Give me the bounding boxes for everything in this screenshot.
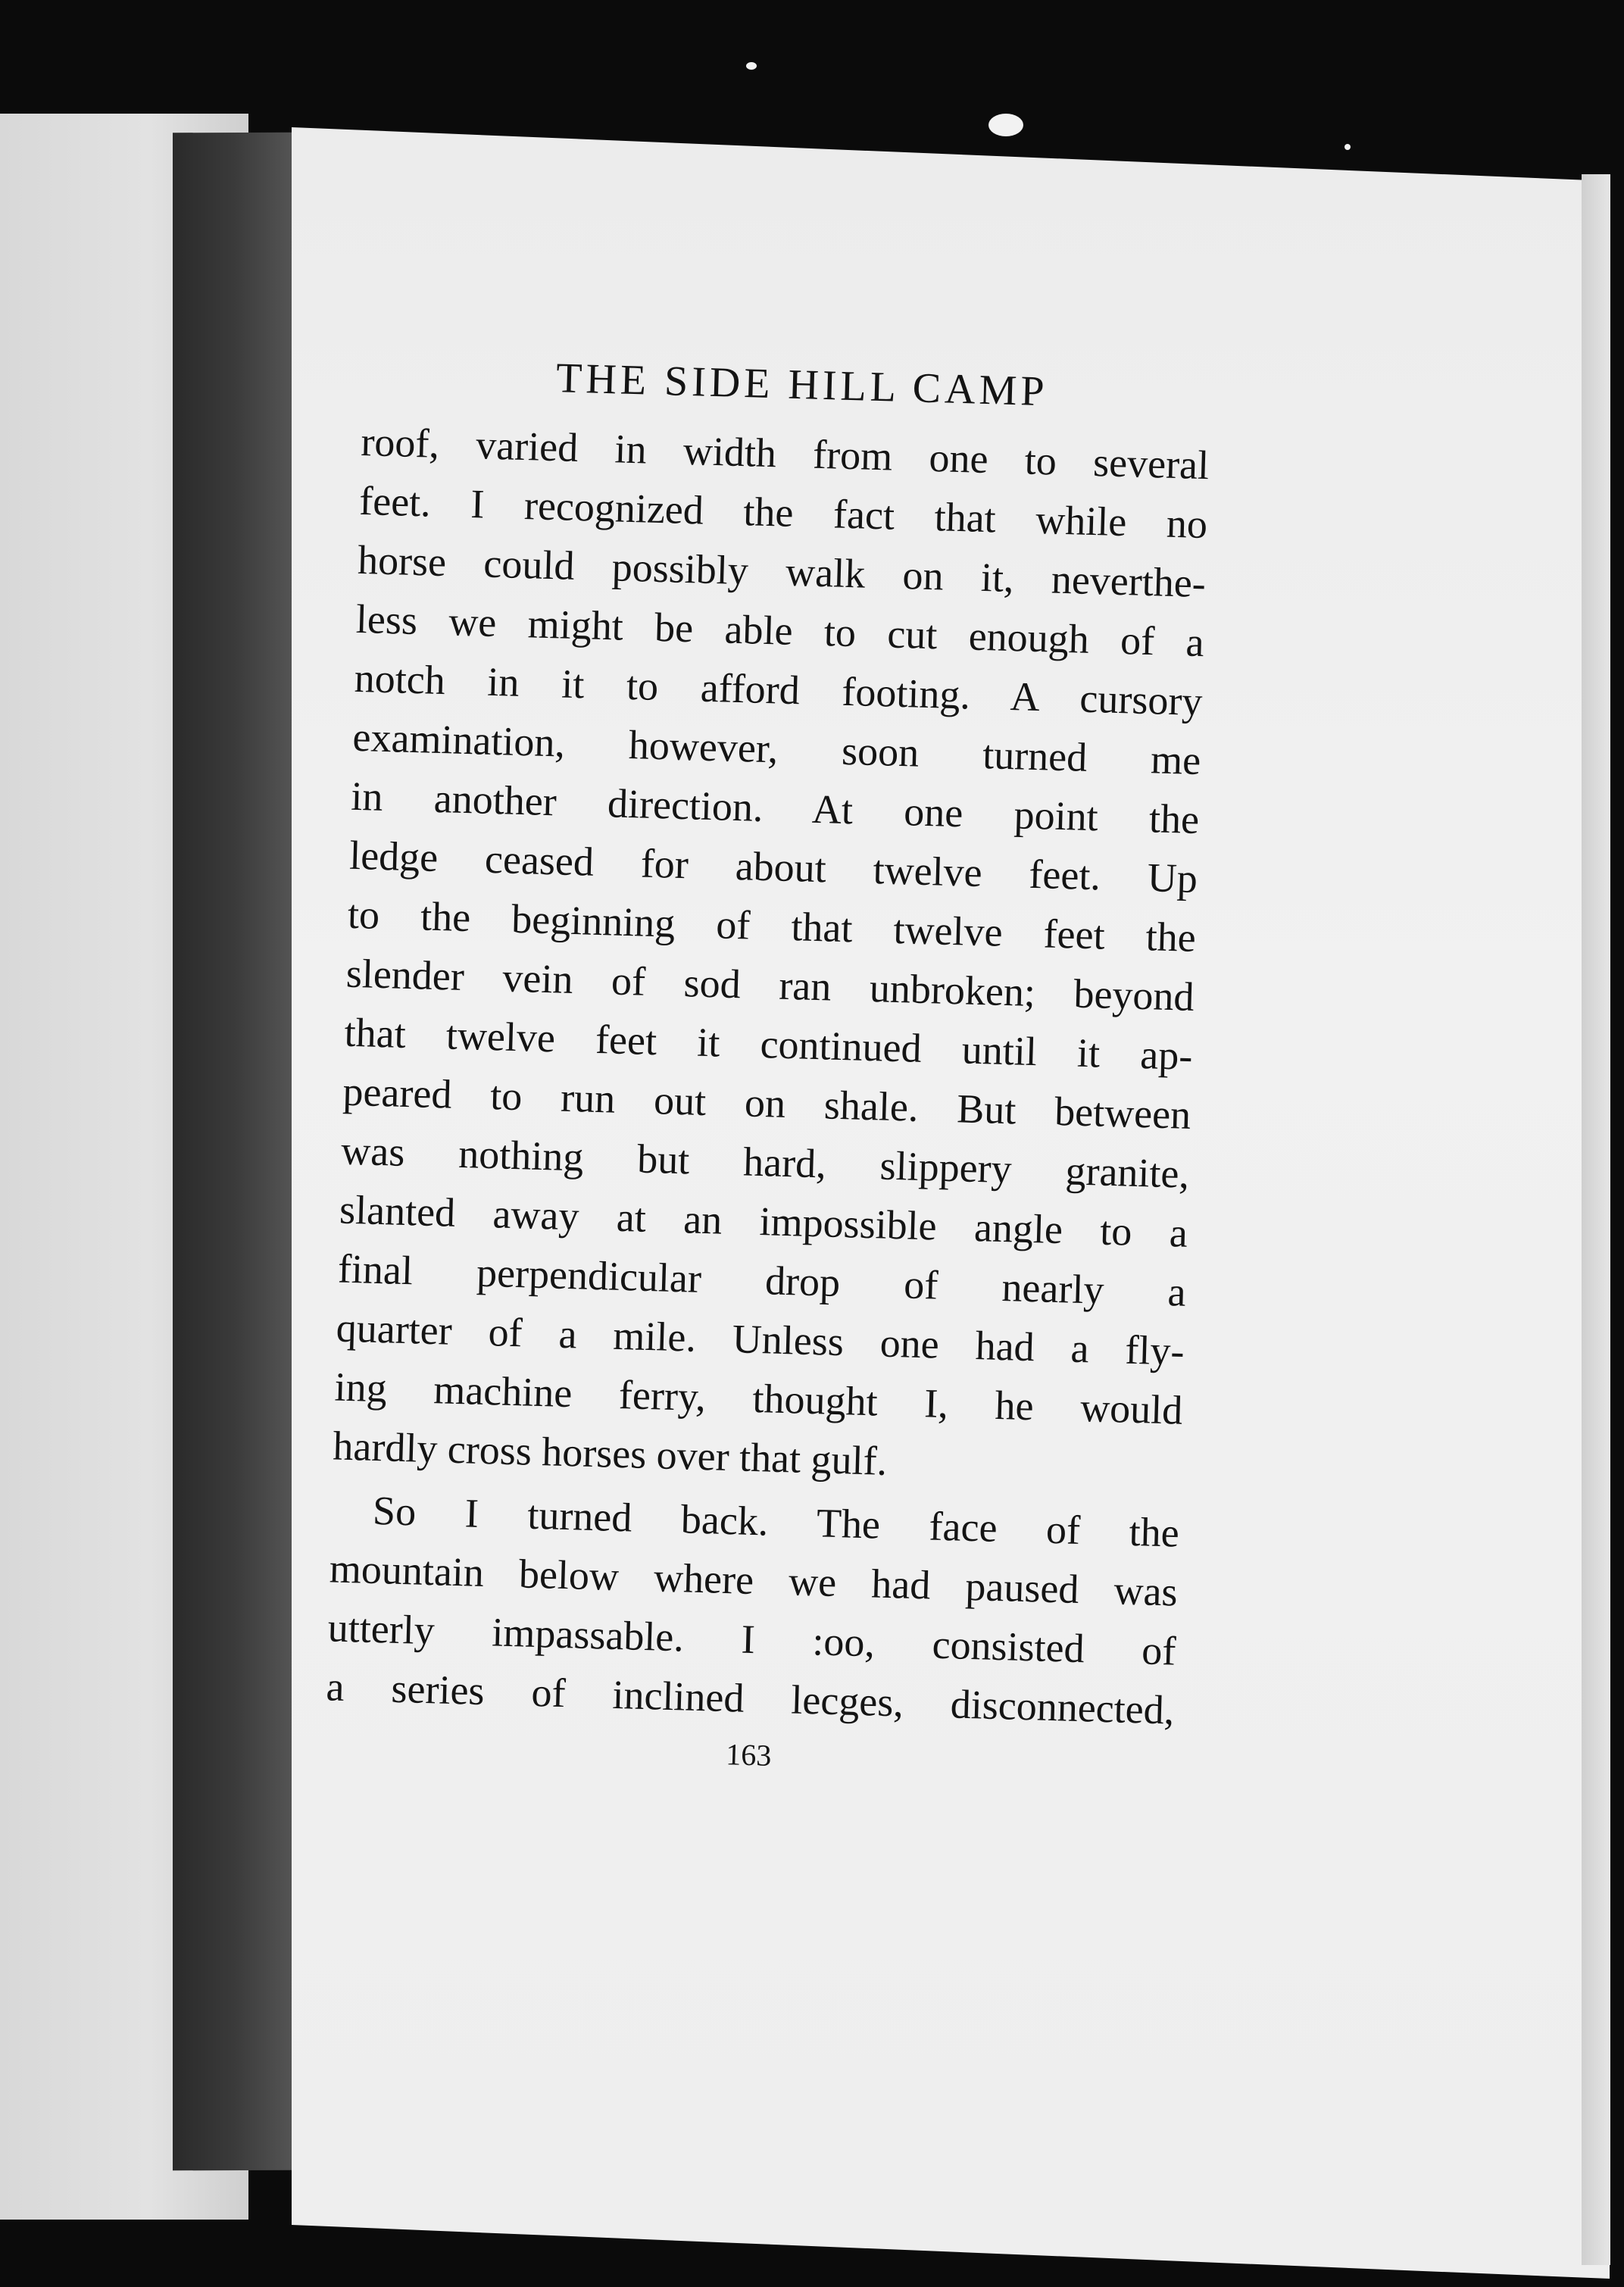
running-head: THE SIDE HILL CAMP — [555, 355, 1049, 416]
scan-speck — [1344, 144, 1351, 150]
text-line: final perpendicular drop of nearly a — [337, 1245, 1187, 1315]
text-line: slender vein of sod ran unbroken; beyond — [345, 950, 1195, 1020]
text-line: less we might be able to cut enough of a — [355, 595, 1205, 666]
paragraph-1 — [332, 412, 1210, 1499]
page-number: 163 — [725, 1737, 772, 1773]
book-gutter — [173, 133, 294, 2171]
text-line: roof, varied in width from one to several — [360, 418, 1210, 489]
text-line: ing machine ferry, thought I, he would — [333, 1364, 1184, 1433]
text-line: hardly cross horses over that gulf. — [332, 1423, 888, 1484]
scan-speck — [746, 62, 757, 70]
page-text-block — [324, 348, 1212, 1785]
scan-speck — [988, 114, 1023, 136]
text-line: that twelve feet it continued until it ap- — [343, 1009, 1194, 1079]
text-line: slanted away at an impossible angle to a — [339, 1186, 1188, 1256]
text-line: quarter of a mile. Unless one had a fly- — [336, 1304, 1185, 1374]
page-edge — [1582, 174, 1610, 2265]
text-line: So I turned back. The face of the — [372, 1487, 1180, 1556]
text-line: was nothing but hard, slippery granite, — [340, 1127, 1190, 1197]
text-line: horse could possibly walk on it, neverthe- — [357, 536, 1207, 607]
text-line: mountain below where we had paused was — [329, 1545, 1179, 1615]
text-line: peared to run out on shale. But between — [342, 1068, 1192, 1138]
text-line: notch in it to afford footing. A cursory — [354, 655, 1204, 725]
text-line: a series of inclined lecges, disconnected, — [325, 1664, 1176, 1733]
text-line: ledge ceased for about twelve feet. Up — [348, 832, 1198, 901]
text-line: examination, however, soon turned me — [351, 714, 1202, 784]
text-line: feet. I recognized the fact that while no — [358, 477, 1208, 548]
text-line: utterly impassable. I :oo, consisted of — [327, 1604, 1177, 1674]
text-line: to the beginning of that twelve feet the — [347, 891, 1197, 961]
text-line: in another direction. At one point the — [350, 773, 1200, 843]
paragraph-2 — [326, 1479, 1180, 1739]
